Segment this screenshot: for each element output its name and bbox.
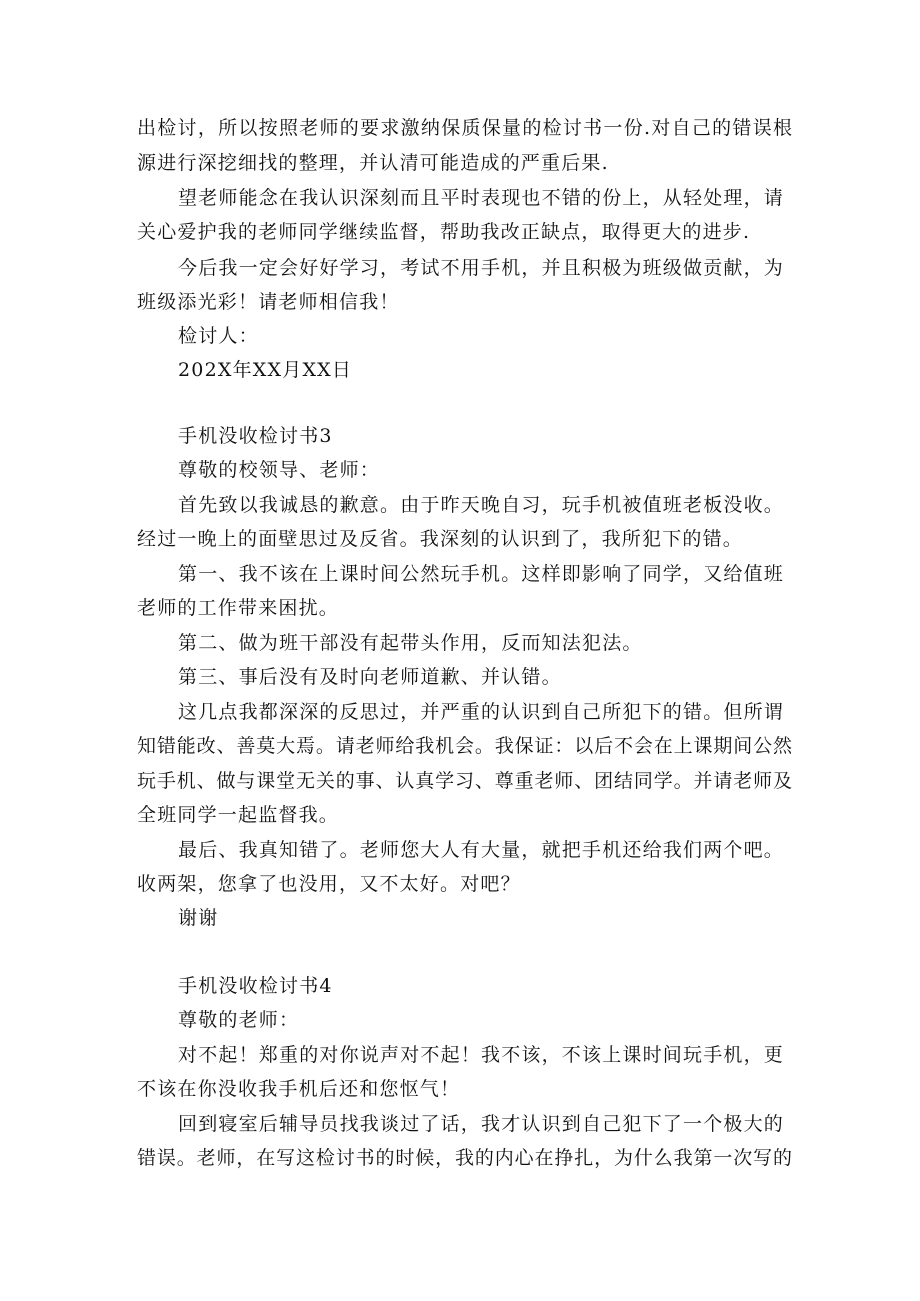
paragraph-line: 最后、我真知错了。老师您大人有大量，就把手机还给我们两个吧。 [178,839,785,861]
paragraph-line: 第三、事后没有及时向老师道歉、并认错。 [178,666,562,688]
section-title: 手机没收检讨书4 [178,975,333,997]
paragraph-line: 老师的工作带来困扰。 [137,597,340,619]
salutation: 尊敬的校领导、老师： [178,459,381,481]
paragraph-line: 这几点我都深深的反思过，并严重的认识到自己所犯下的错。但所谓 [178,701,785,723]
closing-line: 谢谢 [178,907,219,929]
paragraph-line: 全班同学一起监督我。 [137,804,340,826]
paragraph-line: 经过一晚上的面壁思过及反省。我深刻的认识到了，我所犯下的错。 [137,528,744,550]
paragraph-line: 出检讨，所以按照老师的要求激纳保质保量的检讨书一份.对自己的错误根 [137,117,792,139]
paragraph-line: 首先致以我诚恳的歉意。由于昨天晚自习，玩手机被值班老板没收。 [178,494,785,516]
date-line: 202X年XX月XX日 [178,359,353,381]
paragraph-line: 班级添光彩！请老师相信我！ [137,291,400,313]
paragraph-line: 第一、我不该在上课时间公然玩手机。这样即影响了同学，又给值班 [178,563,785,585]
paragraph-line: 知错能改、善莫大焉。请老师给我机会。我保证：以后不会在上课期间公然 [137,735,792,757]
paragraph-line: 关心爱护我的老师同学继续监督，帮助我改正缺点，取得更大的进步. [137,221,751,243]
section-title: 手机没收检讨书3 [178,425,333,447]
paragraph-line: 错误。老师，在写这检讨书的时候，我的内心在挣扎，为什么我第一次写的 [137,1147,792,1169]
paragraph-line: 玩手机、做与课堂无关的事、认真学习、尊重老师、团结同学。并请老师及 [137,770,792,792]
paragraph-line: 收两架，您拿了也没用，又不太好。对吧？ [137,873,521,895]
paragraph-line: 第二、做为班干部没有起带头作用，反而知法犯法。 [178,632,643,654]
paragraph-line: 对不起！郑重的对你说声对不起！我不该，不该上课时间玩手机，更 [178,1044,785,1066]
signature-label: 检讨人： [178,325,259,347]
paragraph-line: 今后我一定会好好学习，考试不用手机，并且积极为班级做贡献，为 [178,257,785,279]
paragraph-line: 望老师能念在我认识深刻而且平时表现也不错的份上，从轻处理，请 [178,187,785,209]
paragraph-line: 回到寝室后辅导员找我谈过了话，我才认识到自己犯下了一个极大的 [178,1113,785,1135]
paragraph-line: 不该在你没收我手机后还和您怄气！ [137,1078,461,1100]
salutation: 尊敬的老师： [178,1009,300,1031]
paragraph-line: 源进行深挖细找的整理，并认清可能造成的严重后果. [137,152,609,174]
